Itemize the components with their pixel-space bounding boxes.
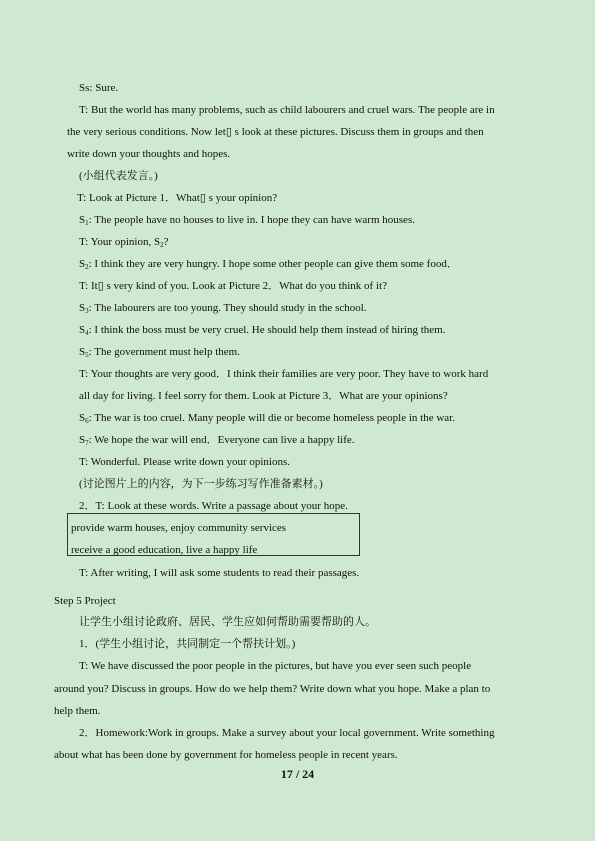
line-your-opinion: T: Your opinion, $S_2$? [79,236,169,249]
line-thoughts-good: T: Your thoughts are very good．I think their families are very poor. They have to work hard [79,368,489,380]
line-group-rep: (小组代表发言。) [79,170,158,182]
line-picture-1: T: Look at Picture 1．What▯ s your opinion? [77,192,278,204]
line-teacher-world: T: But the world has many problems, such as child labourers and cruel wars. The people are in [79,104,495,116]
page-number: 17 / 24 [280,767,315,781]
line-around-you: around you? Discuss in groups. How do we help them? Write down what you hope. Make a plan to [54,683,491,695]
line-thoughts-hopes: write down your thoughts and hopes. [67,148,231,160]
line-after-writing: T: After writing, I will ask some students to read their passages. [79,567,360,579]
line-homework: 2．Homework:Work in groups. Make a survey about your local government. Write something [79,727,495,739]
line-look-words: 2．T: Look at these words. Write a passage about your hope. [79,500,348,512]
line-discuss-pictures: (讨论图片上的内容，为下一步练习写作准备素材。) [79,478,323,490]
line-s7: $S_7$: We hope the war will end．Everyone can live a happy life. [79,434,355,447]
line-government: about what has been done by government for homeless people in recent years. [54,749,398,761]
line-ss-sure: Ss: Sure. [79,82,119,94]
line-wonderful: T: Wonderful. Please write down your opinions. [79,456,290,468]
word-box-line-1: provide warm houses, enjoy community services [71,522,287,534]
line-s4: $S_4$: I think the boss must be very cruel. He should help them instead of hiring them. [79,324,446,337]
line-help-them: help them. [54,705,101,717]
line-s2: $S_2$: I think they are very hungry. I hope some other people can give them some food． [79,258,458,271]
line-poor-people: T: We have discussed the poor people in the pictures, but have you ever seen such people [79,660,472,672]
line-picture-2: T: It▯ s very kind of you. Look at Picture 2．What do you think of it? [79,280,387,292]
line-serious-conditions: the very serious conditions. Now let▯ s look at these pictures. Discuss them in groups and then [67,126,484,138]
line-s5: $S_5$: The government must help them. [79,346,240,359]
line-s6: $S_6$: The war is too cruel. Many people will die or become homeless people in the war. [79,412,455,425]
section-heading-step5: Step 5 Project [54,595,116,607]
word-box-line-2: receive a good education, live a happy life [71,544,258,556]
line-group-plan: 1．(学生小组讨论，共同制定一个帮扶计划。) [79,638,296,650]
line-project-discussion: 让学生小组讨论政府、居民、学生应如何帮助需要帮助的人。 [79,616,376,628]
line-picture-3: all day for living. I feel sorry for them. Look at Picture 3．What are your opinions? [79,390,448,402]
line-s3: $S_3$: The labourers are too young. They should study in the school. [79,302,367,315]
line-s1: $S_1$: The people have no houses to live in. I hope they can have warm houses. [79,214,415,227]
